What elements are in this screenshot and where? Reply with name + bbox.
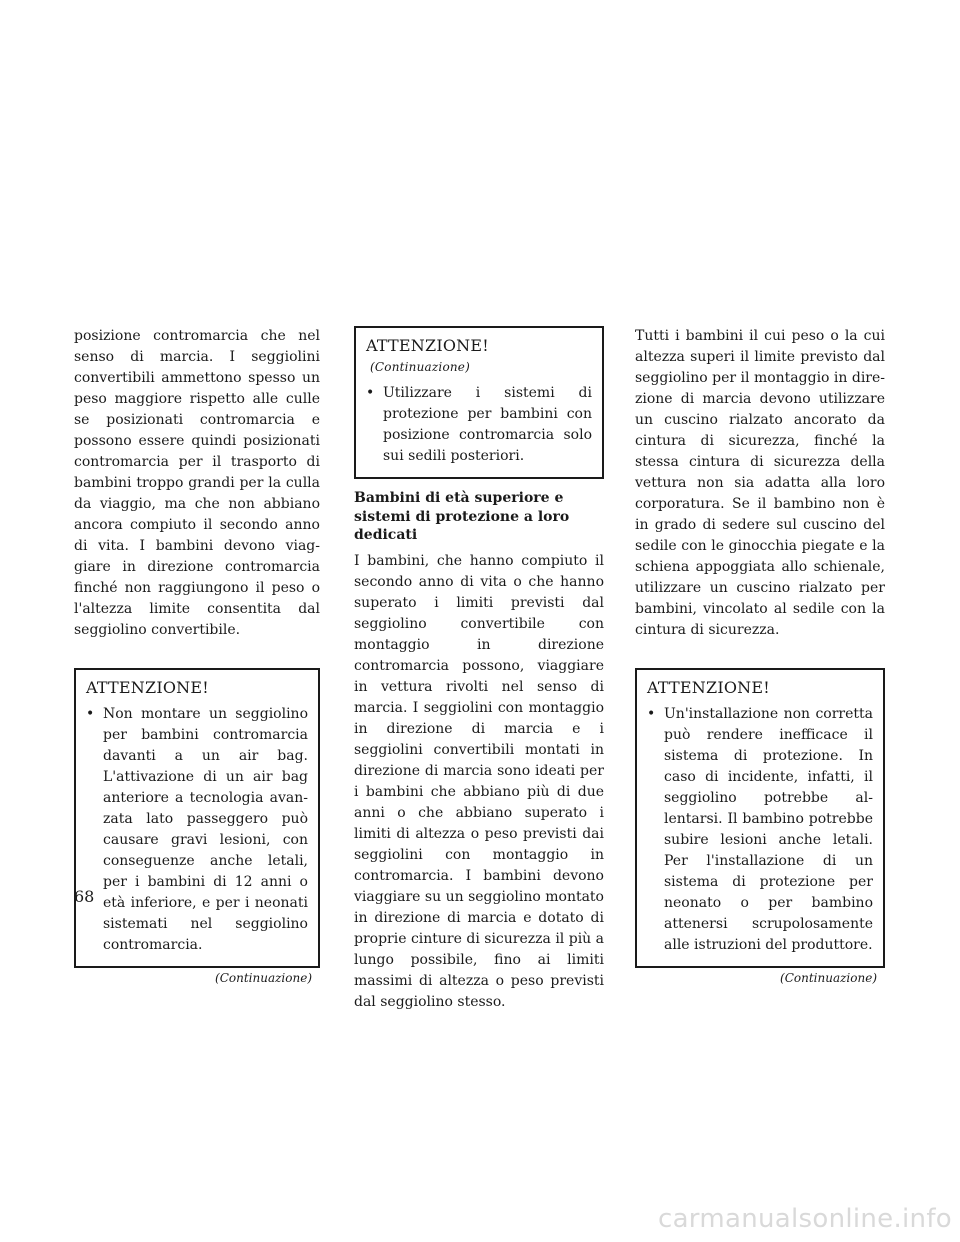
warning-text: Un'installazione non corretta può rendere inefficace il sistema di protezione. In caso di incidente, infatti, il seggiolino potrebbe allentarsi. Il bambino potrebbe subire lesioni anche letali. Per l'installazione di un sistema di protezione per neonato o per bambino attenersi scrupolosamente alle istruzioni del produttore. [664,706,873,953]
warning-bullet [86,704,308,956]
warning-box [354,326,604,479]
warning-title: ATTENZIONE! [647,678,770,697]
page-number: 68 [74,887,95,906]
body-paragraph: Tutti i bambini il cui peso o la cui altezza superi il limite previsto dal seggiolino per il montaggio in direzione di marcia devono utilizzare un cuscino rialzato ancorato da cintura di sicurezza, finché la stessa cintura di sicurezza della vettura non sia adatta alla loro corporatura. Se il bambino non è in grado di sedere sul cuscino del sedile con le ginocchia piegate e la schiena appoggiata allo schienale, utilizzare un cuscino rialzato per bambini, vincolato al sedile con la cintura di sicurezza. [635,328,886,638]
warning-title-row [366,336,592,377]
warning-text: Utilizzare i sistemi di protezione per bambini con posizione contromarcia solo sui sedili posteriori. [383,385,592,464]
warning-text: Non montare un seggiolino per bambini contromarcia davanti a un air bag. L'attivazione di un air bag anteriore a tecnologia avanzata lato passeggero può causare gravi lesioni, con conseguenze anche letali, per i bambini di 12 anni o età inferiore, e per i neonati sistemati nel seggiolino contromarcia. [103,706,308,953]
bullet-icon: • [366,385,375,401]
warning-title: ATTENZIONE! [86,678,209,697]
continuation-note: (Continuazione) [215,971,312,985]
body-paragraph: I bambini, che hanno compiuto il secondo anno di vita o che hanno superato i limiti previsti dal seggiolino convertibile con montaggio in direzione contromarcia possono, viaggiare in vettura rivolti nel senso di marcia. I seggiolini con montaggio in direzione di marcia e i seggiolini convertibili montati in direzione di marcia sono ideati per i bambini che abbiano più di due anni o che abbiano superato i limiti di altezza o peso previsti dai seggiolini con montaggio in contromarcia. I bambini devono viaggiare su un seggiolino montato in direzione di marcia e dotato di proprie cinture di sicurezza il più a lungo possibile, fino ai limiti massimi di altezza o peso previsti dal seggiolino stesso. [354,552,604,1010]
warning-bullet [366,383,592,467]
warning-title-continuation: (Continuazione) [370,360,470,374]
section-subheading: Bambini di età superiore e sistemi di protezione a loro dedicati [354,490,570,543]
warning-box [635,668,885,968]
warning-box [74,668,320,968]
column-3 [635,326,885,986]
bullet-icon: • [647,706,656,722]
continuation-note: (Continuazione) [780,971,877,985]
warning-title: ATTENZIONE! [366,336,489,355]
bullet-icon: • [86,706,95,722]
watermark: carmanualsonline.info [657,1204,952,1234]
warning-bullet [647,704,873,956]
column-2 [354,326,604,1013]
column-1 [74,326,320,986]
body-paragraph: posizione contromarcia che nel senso di marcia. I seggiolini convertibili ammettono spesso un peso maggiore rispetto alle culle se posizionati contromarcia e possono essere quindi posizionati contromarcia per il trasporto di bambini troppo grandi per la culla da viaggio, ma che non abbiano ancora compiuto il secondo anno di vita. I bambini devono viaggiare in direzione contromarcia finché non raggiungono il peso o l'altezza limite consentita dal seggiolino convertibile. [74,328,320,638]
